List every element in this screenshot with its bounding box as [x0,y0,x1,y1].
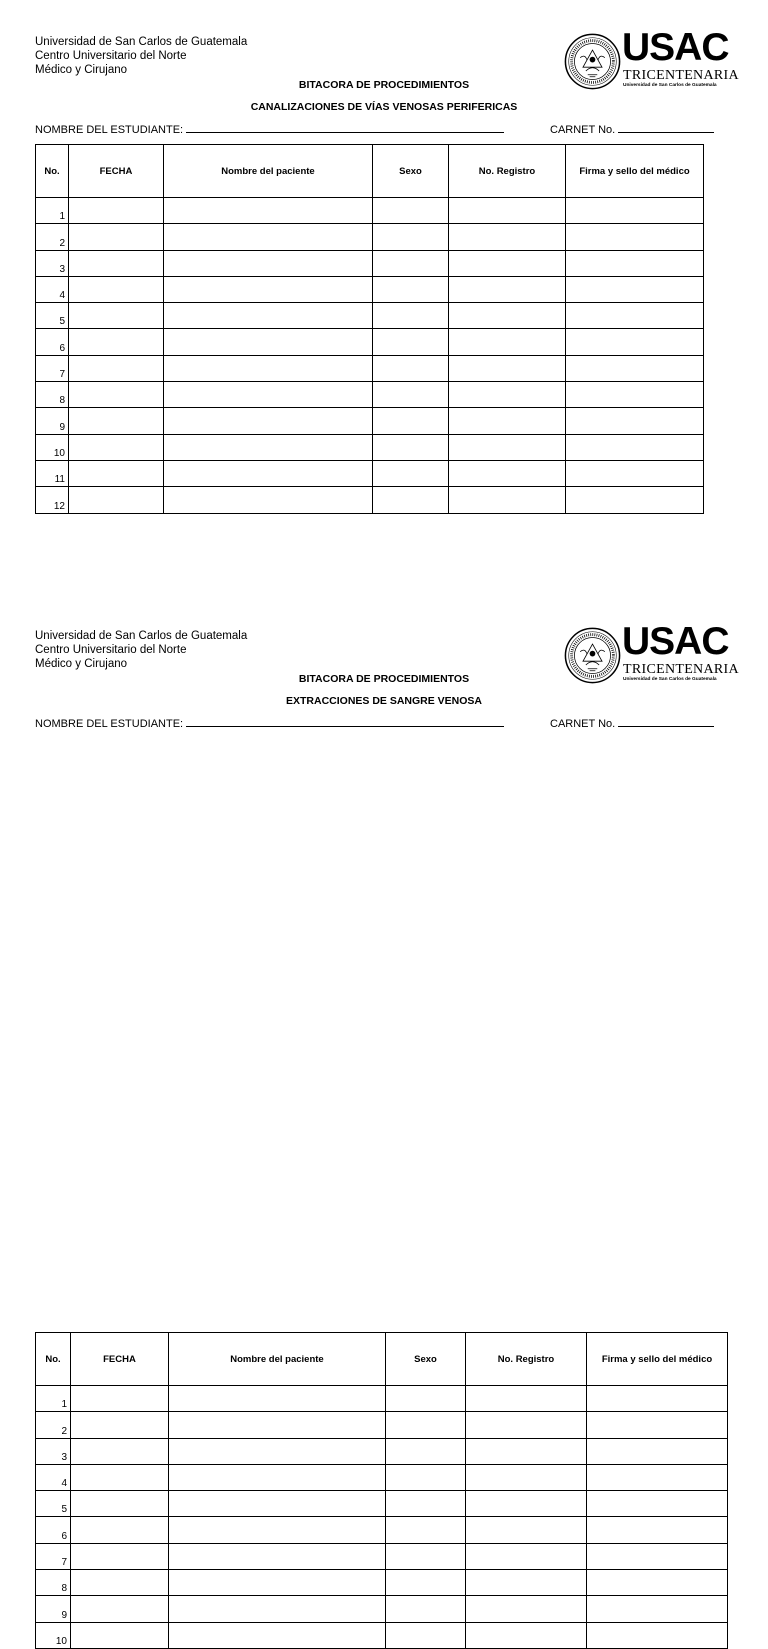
row-number: 1 [36,198,69,224]
cell-date[interactable] [71,1491,169,1517]
cell-sex[interactable] [373,355,449,381]
cell-patient-name[interactable] [164,487,373,513]
cell-signature[interactable] [587,1570,728,1596]
cell-patient-name[interactable] [169,1438,386,1464]
cell-date[interactable] [69,276,164,302]
cell-date[interactable] [69,224,164,250]
cell-signature[interactable] [566,355,704,381]
cell-sex[interactable] [373,329,449,355]
cell-date[interactable] [69,382,164,408]
cell-registry[interactable] [449,460,566,486]
carnet-label: CARNET No. [550,124,616,136]
document-title: BITACORA DE PROCEDIMIENTOS [298,673,470,685]
cell-patient-name[interactable] [164,276,373,302]
row-number: 7 [36,1543,71,1569]
logo-subtitle: TRICENTENARIA [623,662,739,677]
cell-signature[interactable] [587,1596,728,1622]
cell-patient-name[interactable] [169,1543,386,1569]
table-row [36,408,704,434]
cell-registry[interactable] [449,276,566,302]
carnet-field[interactable] [550,716,714,731]
cell-patient-name[interactable] [164,408,373,434]
cell-signature[interactable] [587,1386,728,1412]
column-header-sex: Sexo [386,1333,466,1386]
column-header-sex: Sexo [373,145,449,198]
cell-patient-name[interactable] [164,250,373,276]
table-row [36,355,704,381]
cell-signature[interactable] [566,408,704,434]
cell-date[interactable] [71,1464,169,1490]
cell-signature[interactable] [566,224,704,250]
cell-sex[interactable] [373,198,449,224]
cell-registry[interactable] [449,487,566,513]
cell-date[interactable] [69,434,164,460]
cell-registry[interactable] [449,250,566,276]
university-name: Universidad de San Carlos de Guatemala [35,630,248,642]
row-number: 4 [36,276,69,302]
column-header-registry: No. Registro [449,145,566,198]
row-number: 2 [36,224,69,250]
logo-fine-print: Universidad de San Carlos de Guatemala [623,83,717,88]
column-header-date: FECHA [71,1333,169,1386]
cell-sex[interactable] [386,1596,466,1622]
row-number: 8 [36,1570,71,1596]
cell-date[interactable] [71,1570,169,1596]
table-row [36,460,704,486]
cell-date[interactable] [69,460,164,486]
column-header-patient-name: Nombre del paciente [169,1333,386,1386]
cell-registry[interactable] [449,434,566,460]
cell-signature[interactable] [566,382,704,408]
cell-sex[interactable] [373,408,449,434]
cell-registry[interactable] [466,1622,587,1648]
table-row [36,1412,728,1438]
table-row [36,224,704,250]
program-name: Médico y Cirujano [35,64,128,76]
cell-registry[interactable] [449,382,566,408]
column-header-patient-name: Nombre del paciente [164,145,373,198]
row-number: 8 [36,382,69,408]
cell-signature[interactable] [587,1622,728,1648]
cell-patient-name[interactable] [169,1491,386,1517]
cell-registry[interactable] [449,224,566,250]
table-row [36,1596,728,1622]
cell-patient-name[interactable] [164,303,373,329]
student-name-field[interactable] [35,122,504,137]
student-name-field[interactable] [35,716,504,731]
cell-sex[interactable] [373,487,449,513]
cell-patient-name[interactable] [169,1570,386,1596]
student-name-blank[interactable] [186,716,504,727]
document-title: BITACORA DE PROCEDIMIENTOS [298,79,470,91]
document-subtitle: CANALIZACIONES DE VÍAS VENOSAS PERIFERICAS [250,101,518,113]
cell-registry[interactable] [466,1386,587,1412]
table-header-row [36,1333,728,1386]
cell-patient-name[interactable] [169,1412,386,1438]
row-number: 9 [36,1596,71,1622]
cell-patient-name[interactable] [169,1386,386,1412]
row-number: 1 [36,1386,71,1412]
cell-sex[interactable] [373,382,449,408]
row-number: 2 [36,1412,71,1438]
cell-sex[interactable] [386,1438,466,1464]
university-name: Universidad de San Carlos de Guatemala [35,36,248,48]
cell-registry[interactable] [449,198,566,224]
campus-name: Centro Universitario del Norte [35,644,187,656]
table-row [36,382,704,408]
table-row [36,487,704,513]
table-row [36,1570,728,1596]
carnet-blank[interactable] [618,716,714,727]
table-header-row [36,145,704,198]
cell-date[interactable] [71,1596,169,1622]
cell-signature[interactable] [587,1543,728,1569]
cell-registry[interactable] [449,303,566,329]
cell-sex[interactable] [386,1622,466,1648]
cell-sex[interactable] [373,434,449,460]
logo-subtitle: TRICENTENARIA [623,68,739,83]
row-number: 6 [36,1517,71,1543]
row-number: 12 [36,487,69,513]
logo-wordmark: USAC [622,620,729,663]
carnet-blank[interactable] [618,122,714,133]
cell-signature[interactable] [587,1491,728,1517]
cell-signature[interactable] [566,250,704,276]
cell-date[interactable] [71,1517,169,1543]
cell-date[interactable] [71,1622,169,1648]
cell-sex[interactable] [386,1464,466,1490]
cell-sex[interactable] [386,1412,466,1438]
cell-signature[interactable] [566,487,704,513]
cell-registry[interactable] [466,1596,587,1622]
cell-patient-name[interactable] [164,329,373,355]
carnet-label: CARNET No. [550,718,616,730]
table-row [36,1386,728,1412]
cell-patient-name[interactable] [164,434,373,460]
cell-registry[interactable] [466,1412,587,1438]
row-number: 5 [36,1491,71,1517]
cell-sex[interactable] [373,460,449,486]
column-header-number: No. [36,145,69,198]
cell-signature[interactable] [587,1517,728,1543]
cell-registry[interactable] [466,1543,587,1569]
carnet-field[interactable] [550,122,714,137]
cell-registry[interactable] [466,1438,587,1464]
cell-patient-name[interactable] [164,382,373,408]
row-number: 3 [36,1438,71,1464]
row-number: 9 [36,408,69,434]
cell-date[interactable] [69,303,164,329]
table-row [36,1438,728,1464]
cell-date[interactable] [69,250,164,276]
table-row [36,276,704,302]
cell-sex[interactable] [386,1386,466,1412]
cell-patient-name[interactable] [169,1517,386,1543]
cell-patient-name[interactable] [169,1622,386,1648]
cell-patient-name[interactable] [164,198,373,224]
table-row [36,250,704,276]
procedure-log-table [35,144,704,514]
student-name-label: NOMBRE DEL ESTUDIANTE: [35,124,184,136]
cell-date[interactable] [69,355,164,381]
cell-patient-name[interactable] [164,224,373,250]
table-row [36,1543,728,1569]
cell-sex[interactable] [386,1491,466,1517]
cell-registry[interactable] [466,1464,587,1490]
cell-sex[interactable] [373,303,449,329]
cell-sex[interactable] [373,276,449,302]
cell-date[interactable] [71,1386,169,1412]
cell-signature[interactable] [566,276,704,302]
table-row [36,1517,728,1543]
column-header-signature: Firma y sello del médico [566,145,704,198]
cell-patient-name[interactable] [164,460,373,486]
cell-date[interactable] [71,1543,169,1569]
cell-registry[interactable] [449,329,566,355]
logo-wordmark: USAC [622,26,729,69]
cell-signature[interactable] [587,1464,728,1490]
procedure-log-table [35,1332,728,1649]
cell-date[interactable] [69,487,164,513]
cell-sex[interactable] [386,1543,466,1569]
table-row [36,1491,728,1517]
cell-sex[interactable] [373,224,449,250]
row-number: 10 [36,1622,71,1648]
cell-signature[interactable] [566,434,704,460]
row-number: 11 [36,460,69,486]
cell-registry[interactable] [466,1570,587,1596]
table-row [36,1622,728,1648]
document-subtitle: EXTRACCIONES DE SANGRE VENOSA [285,695,483,707]
table-row [36,434,704,460]
table-row [36,198,704,224]
cell-signature[interactable] [566,303,704,329]
table-row [36,1464,728,1490]
cell-registry[interactable] [449,408,566,434]
column-header-registry: No. Registro [466,1333,587,1386]
cell-signature[interactable] [566,460,704,486]
cell-date[interactable] [69,198,164,224]
campus-name: Centro Universitario del Norte [35,50,187,62]
cell-signature[interactable] [566,198,704,224]
student-name-blank[interactable] [186,122,504,133]
cell-registry[interactable] [466,1517,587,1543]
cell-signature[interactable] [587,1412,728,1438]
row-number: 3 [36,250,69,276]
cell-sex[interactable] [386,1517,466,1543]
cell-date[interactable] [71,1412,169,1438]
cell-date[interactable] [69,408,164,434]
row-number: 10 [36,434,69,460]
program-name: Médico y Cirujano [35,658,128,670]
institution-header [35,629,247,671]
column-header-date: FECHA [69,145,164,198]
row-number: 4 [36,1464,71,1490]
student-name-label: NOMBRE DEL ESTUDIANTE: [35,718,184,730]
cell-patient-name[interactable] [164,355,373,381]
cell-registry[interactable] [466,1491,587,1517]
institution-header [35,35,247,77]
table-row [36,303,704,329]
row-number: 5 [36,303,69,329]
cell-sex[interactable] [386,1570,466,1596]
cell-patient-name[interactable] [169,1464,386,1490]
column-header-number: No. [36,1333,71,1386]
row-number: 6 [36,329,69,355]
cell-signature[interactable] [566,329,704,355]
table-row [36,329,704,355]
cell-sex[interactable] [373,250,449,276]
cell-signature[interactable] [587,1438,728,1464]
cell-date[interactable] [71,1438,169,1464]
cell-registry[interactable] [449,355,566,381]
column-header-signature: Firma y sello del médico [587,1333,728,1386]
row-number: 7 [36,355,69,381]
cell-patient-name[interactable] [169,1596,386,1622]
cell-date[interactable] [69,329,164,355]
logo-fine-print: Universidad de San Carlos de Guatemala [623,677,717,682]
